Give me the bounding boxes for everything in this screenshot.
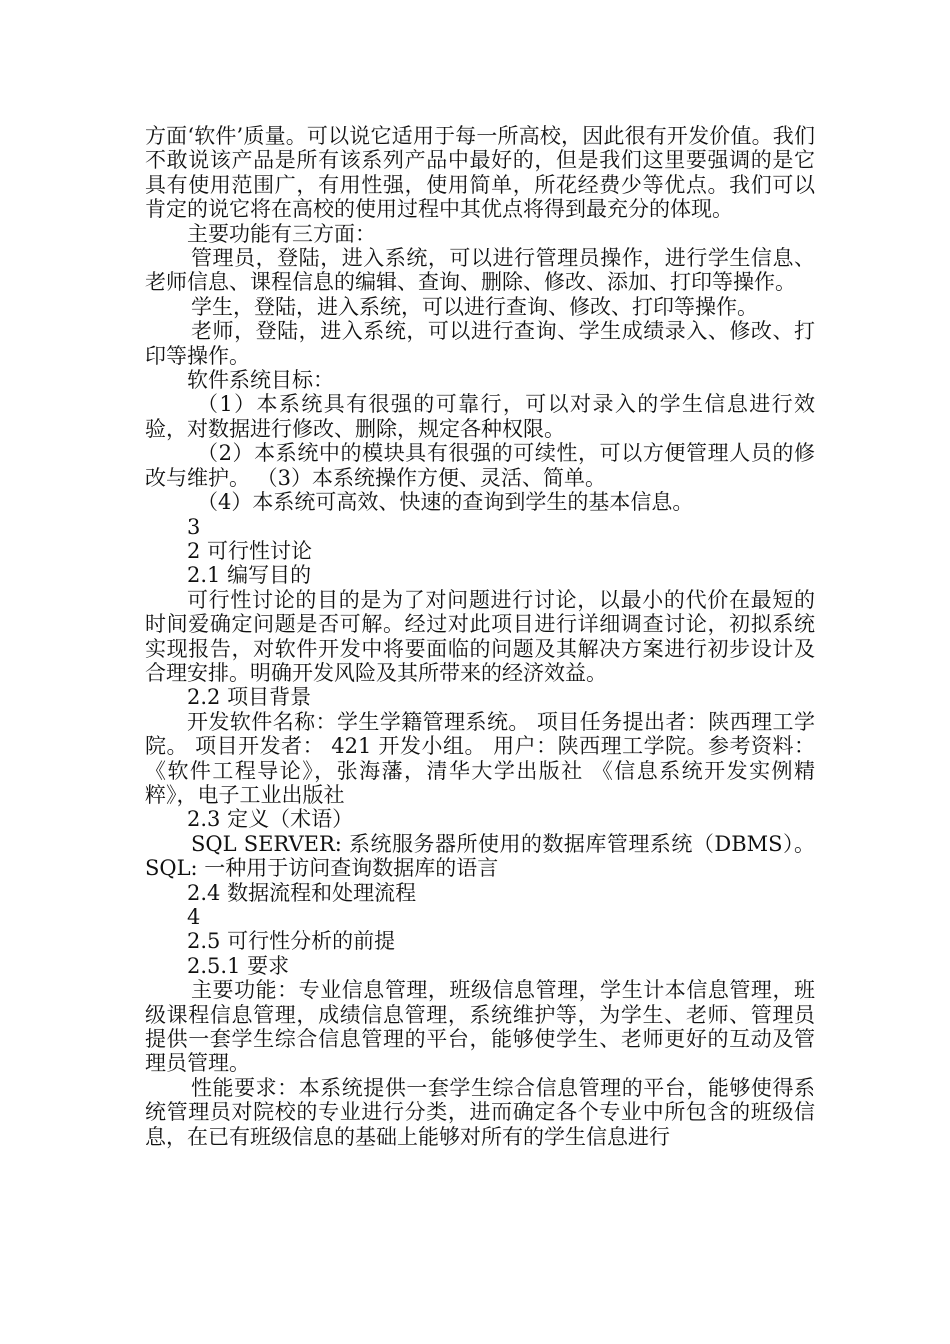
paragraph-admin-functions: 管理员，登陆，进入系统，可以进行管理员操作，进行学生信息、老师信息、课程信息的编辑、查询、删除、修改、添加、打印等操作。 [145,246,815,295]
paragraph-goal-2-3: （2）本系统中的模块具有很强的可续性，可以方便管理人员的修改与维护。 （3）本系统操作方便、灵活、简单。 [145,441,815,490]
paragraph-goal-4: （4）本系统可高效、快速的查询到学生的基本信息。 [197,490,694,515]
paragraph-main-functions-heading: 主要功能有三方面： [187,221,376,246]
paragraph-student-functions: 学生，登陆，进入系统，可以进行查询、修改、打印等操作。 [191,294,758,319]
paragraph-goal-1: （1）本系统具有很强的可靠行，可以对录入的学生信息进行效验，对数据进行修改、删除，规定各种权限。 [145,392,815,441]
section-heading-2-4: 2.4 数据流程和处理流程 [187,880,417,905]
paragraph-main-functions: 主要功能：专业信息管理，班级信息管理，学生计本信息管理，班级课程信息管理，成绩信息管理，系统维护等，为学生、老师、管理员提供一套学生综合信息管理的平台，能够使学生、老师更好的互动及管理员管理。 [145,978,815,1076]
paragraph-quality-intro: 方面‘软件’质量。可以说它适用于每一所高校，因此很有开发价值。我们不敢说该产品是所有该系列产品中最好的，但是我们这里要强调的是它具有使用范围广，有用性强，使用简单，所花经费少等优点。我们可以肯定的说它将在高校的使用过程中其优点将得到最充分的体现。 [145,124,815,222]
paragraph-purpose: 可行性讨论的目的是为了对问题进行讨论，以最小的代价在最短的时间爱确定问题是否可解。经过对此项目进行详细调查讨论，初拟系统实现报告，对软件开发中将要面临的问题及其解决方案进行初步设计及合理安排。明确开发风险及其所带来的经济效益。 [145,587,815,685]
section-heading-2-3: 2.3 定义（术语） [187,807,354,832]
paragraph-system-goals-heading: 软件系统目标： [187,368,334,393]
section-heading-2-2: 2.2 项目背景 [187,685,312,710]
paragraph-project-background: 开发软件名称：学生学籍管理系统。 项目任务提出者：陕西理工学院。 项目开发者： 421 开发小组。 用户：陕西理工学院。参考资料：《软件工程导论》，张海藩，清华大学出版社 《信息系统开发实例精粹》，电子工业出版社 [145,709,815,807]
section-heading-2-5: 2.5 可行性分析的前提 [187,929,396,954]
section-heading-2: 2 可行性讨论 [187,538,313,563]
page-number-4: 4 [187,905,201,929]
document-page [145,124,815,1149]
section-heading-2-1: 2.1 编写目的 [187,563,312,588]
page-number-3: 3 [187,514,201,539]
paragraph-definitions: SQL SERVER: 系统服务器所使用的数据库管理系统（DBMS）。SQL: 一种用于访问查询数据库的语言 [145,831,815,881]
paragraph-performance-requirements: 性能要求：本系统提供一套学生综合信息管理的平台，能够使得系统管理员对院校的专业进行分类，进而确定各个专业中所包含的班级信息，在已有班级信息的基础上能够对所有的学生信息进行 [145,1075,815,1149]
section-heading-2-5-1: 2.5.1 要求 [187,953,290,978]
paragraph-teacher-functions: 老师，登陆，进入系统，可以进行查询、学生成绩录入、修改、打印等操作。 [145,319,815,368]
